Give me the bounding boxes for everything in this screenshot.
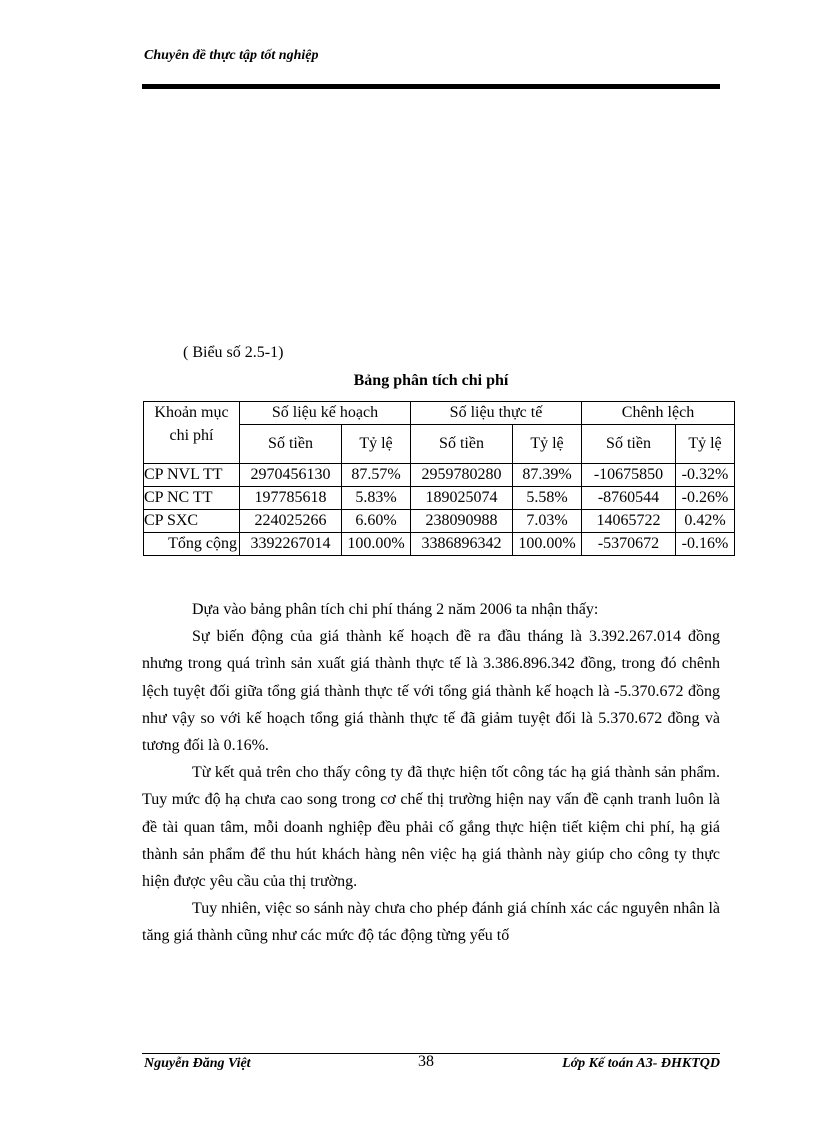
table-row xyxy=(144,509,735,532)
table-row xyxy=(144,463,735,486)
header-diff: Chênh lệch xyxy=(582,402,735,425)
header-item-line2: chi phí xyxy=(144,425,240,464)
footer-class: Lớp Kế toán A3- ĐHKTQD xyxy=(562,1056,720,1071)
header-item-line1: Khoản mục xyxy=(144,402,240,425)
header-actual: Số liệu thực tế xyxy=(411,402,582,425)
plan-ratio-cell: 5.83% xyxy=(342,486,411,509)
cost-analysis-table xyxy=(143,401,735,556)
diff-ratio-cell: -0.16% xyxy=(676,532,735,555)
paragraph: Từ kết quả trên cho thấy công ty đã thực hiện tốt công tác hạ giá thành sản phẩm. Tuy mức độ hạ chưa cao song trong cơ chế thị trường hiện nay vấn đề cạnh tranh luôn là đề tài quan tâm, mỗi doanh nghiệp đều phải cố gắng thực hiện tiết kiệm chi phí, hạ giá thành sản phẩm để thu hút khách hàng nên việc hạ giá thành này giúp cho công ty thực hiện được yêu cầu của thị trường. xyxy=(142,764,720,891)
header-plan-ratio: Tỷ lệ xyxy=(342,425,411,464)
row-name: CP NC TT xyxy=(144,486,240,509)
diff-amount-cell: 14065722 xyxy=(582,509,676,532)
actual-amount-cell: 189025074 xyxy=(411,486,513,509)
header-diff-amount: Số tiền xyxy=(582,425,676,464)
table-row xyxy=(144,486,735,509)
running-header-title: Chuyên đề thực tập tốt nghiệp xyxy=(144,48,319,63)
actual-ratio-cell: 100.00% xyxy=(513,532,582,555)
plan-amount-cell: 3392267014 xyxy=(240,532,342,555)
header-rule xyxy=(142,84,720,89)
header-plan-amount: Số tiền xyxy=(240,425,342,464)
actual-amount-cell: 3386896342 xyxy=(411,532,513,555)
plan-amount-cell: 2970456130 xyxy=(240,463,342,486)
actual-amount-cell: 2959780280 xyxy=(411,463,513,486)
footer-author: Nguyễn Đăng Việt xyxy=(144,1056,251,1071)
paragraph: Sự biến động của giá thành kế hoạch đề ra đầu tháng là 3.392.267.014 đồng nhưng trong quá trình sản xuất giá thành thực tế là 3.386.896.342 đồng, trong đó chênh lệch tuyệt đối giữa tổng giá thành thực tế với tổng giá thành kế hoạch là -5.370.672 đồng như vậy so với kế hoạch tổng giá thành thực tế đã giảm tuyệt đối là 5.370.672 đồng và tương đối là 0.16%. xyxy=(142,628,720,755)
header-plan: Số liệu kế hoạch xyxy=(240,402,411,425)
actual-amount-cell: 238090988 xyxy=(411,509,513,532)
plan-amount-cell: 224025266 xyxy=(240,509,342,532)
paragraph: Dựa vào bảng phân tích chi phí tháng 2 năm 2006 ta nhận thấy: xyxy=(192,601,599,618)
body-text xyxy=(142,596,720,950)
plan-ratio-cell: 100.00% xyxy=(342,532,411,555)
row-name: Tổng cộng xyxy=(144,532,240,555)
header-actual-amount: Số tiền xyxy=(411,425,513,464)
plan-amount-cell: 197785618 xyxy=(240,486,342,509)
diff-amount-cell: -10675850 xyxy=(582,463,676,486)
header-diff-ratio: Tỷ lệ xyxy=(676,425,735,464)
header-actual-ratio: Tỷ lệ xyxy=(513,425,582,464)
plan-ratio-cell: 6.60% xyxy=(342,509,411,532)
table-title: Bảng phân tích chi phí xyxy=(353,372,509,389)
figure-caption: ( Biểu số 2.5-1) xyxy=(183,344,284,361)
diff-ratio-cell: 0.42% xyxy=(676,509,735,532)
diff-ratio-cell: -0.26% xyxy=(676,486,735,509)
table-row-total xyxy=(144,532,735,555)
actual-ratio-cell: 87.39% xyxy=(513,463,582,486)
paragraph: Tuy nhiên, việc so sánh này chưa cho phép đánh giá chính xác các nguyên nhân là tăng giá thành cũng như các mức độ tác động từng yếu tố xyxy=(142,900,720,945)
plan-ratio-cell: 87.57% xyxy=(342,463,411,486)
actual-ratio-cell: 7.03% xyxy=(513,509,582,532)
diff-amount-cell: -8760544 xyxy=(582,486,676,509)
diff-ratio-cell: -0.32% xyxy=(676,463,735,486)
diff-amount-cell: -5370672 xyxy=(582,532,676,555)
page-number: 38 xyxy=(418,1053,434,1070)
actual-ratio-cell: 5.58% xyxy=(513,486,582,509)
row-name: CP SXC xyxy=(144,509,240,532)
row-name: CP NVL TT xyxy=(144,463,240,486)
